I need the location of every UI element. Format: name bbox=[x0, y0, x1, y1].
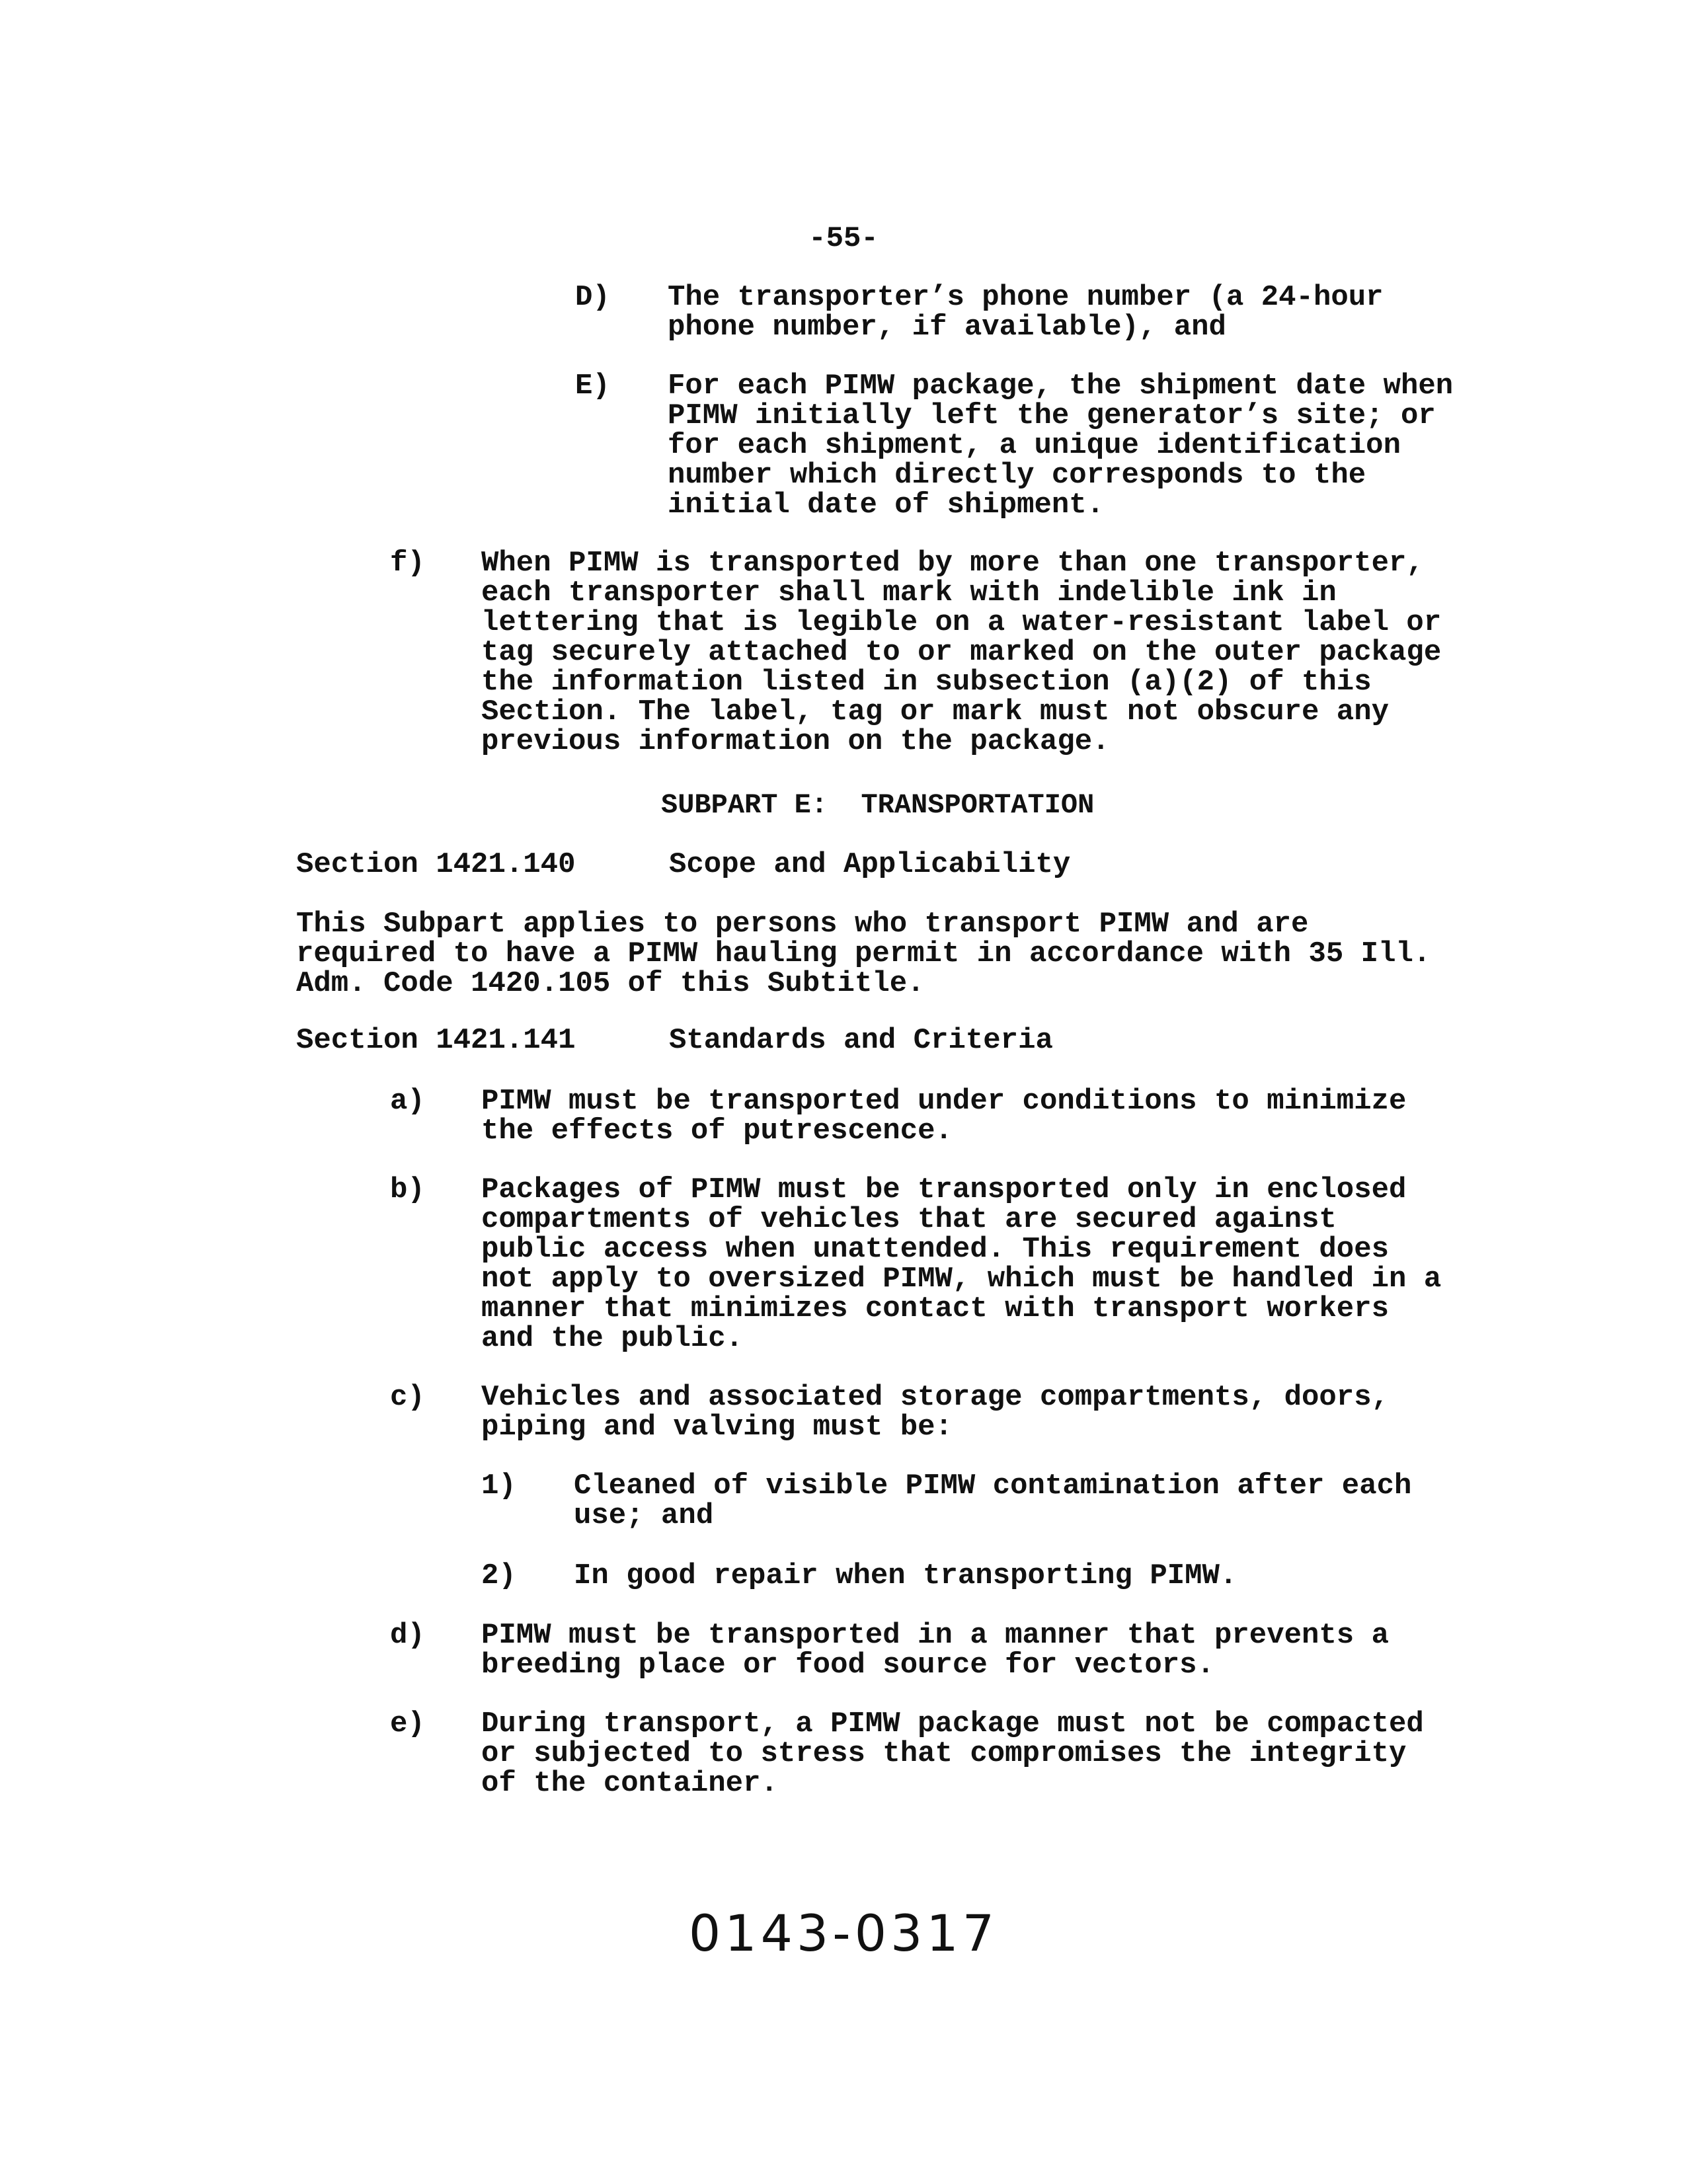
subitem-label-2: 2) bbox=[481, 1559, 516, 1592]
item-text-d: PIMW must be transported in a manner that prevents a breeding place or food source for vectors. bbox=[481, 1619, 1390, 1682]
item-text-a: PIMW must be transported under conditions to minimize the effects of putrescence. bbox=[481, 1085, 1407, 1148]
item-label-a: a) bbox=[390, 1085, 425, 1118]
item-text-D: The transporter’s phone number (a 24-hour phone number, if available), and bbox=[668, 281, 1384, 344]
section-140-text: This Subpart applies to persons who transport PIMW and are required to have a PIMW hauling permit in accordance with 35 Ill. Adm. Code 1420.105 of this Subtitle. bbox=[296, 908, 1431, 1000]
section-140-number: Section 1421.140 bbox=[296, 848, 576, 881]
subitem-text-1: Cleaned of visible PIMW contamination after each use; and bbox=[574, 1469, 1412, 1532]
page-number: -55- bbox=[808, 222, 879, 255]
item-text-e: During transport, a PIMW package must not be compacted or subjected to stress that compromises the integrity of the container. bbox=[481, 1707, 1424, 1800]
section-141-number: Section 1421.141 bbox=[296, 1024, 576, 1057]
subitem-text-2: In good repair when transporting PIMW. bbox=[574, 1559, 1237, 1592]
item-label-E: E) bbox=[575, 370, 610, 403]
item-text-E: For each PIMW package, the shipment date when PIMW initially left the generator’s site; or for each shipment, a unique identification number which directly corresponds to the initial date of shipment. bbox=[668, 370, 1454, 522]
item-label-f: f) bbox=[390, 547, 425, 580]
subpart-heading: SUBPART E: TRANSPORTATION bbox=[661, 789, 1095, 821]
item-text-b: Packages of PIMW must be transported only in enclosed compartments of vehicles that are secured against public access when unattended. This requirement does not apply to oversized PIMW, which must be handled in a manner that minimizes contact with transport workers and the public. bbox=[481, 1173, 1442, 1355]
item-label-d: d) bbox=[390, 1619, 425, 1652]
item-text-c: Vehicles and associated storage compartments, doors, piping and valving must be: bbox=[481, 1381, 1390, 1444]
document-id-stamp: 0143-0317 bbox=[688, 1904, 999, 1963]
section-141-title: Standards and Criteria bbox=[669, 1024, 1053, 1057]
item-label-D: D) bbox=[575, 281, 610, 314]
item-label-c: c) bbox=[390, 1381, 425, 1414]
item-label-b: b) bbox=[390, 1173, 425, 1206]
section-140-title: Scope and Applicability bbox=[669, 848, 1071, 881]
item-label-e: e) bbox=[390, 1707, 425, 1740]
item-text-f: When PIMW is transported by more than one transporter, each transporter shall mark with indelible ink in lettering that is legible on a water-resistant label or tag securely attached to or marked on the outer package the information listed in subsection (a)(2) of this Section. The label, tag or mark must not obscure any previous information on the package. bbox=[481, 547, 1442, 758]
subitem-label-1: 1) bbox=[481, 1469, 516, 1502]
